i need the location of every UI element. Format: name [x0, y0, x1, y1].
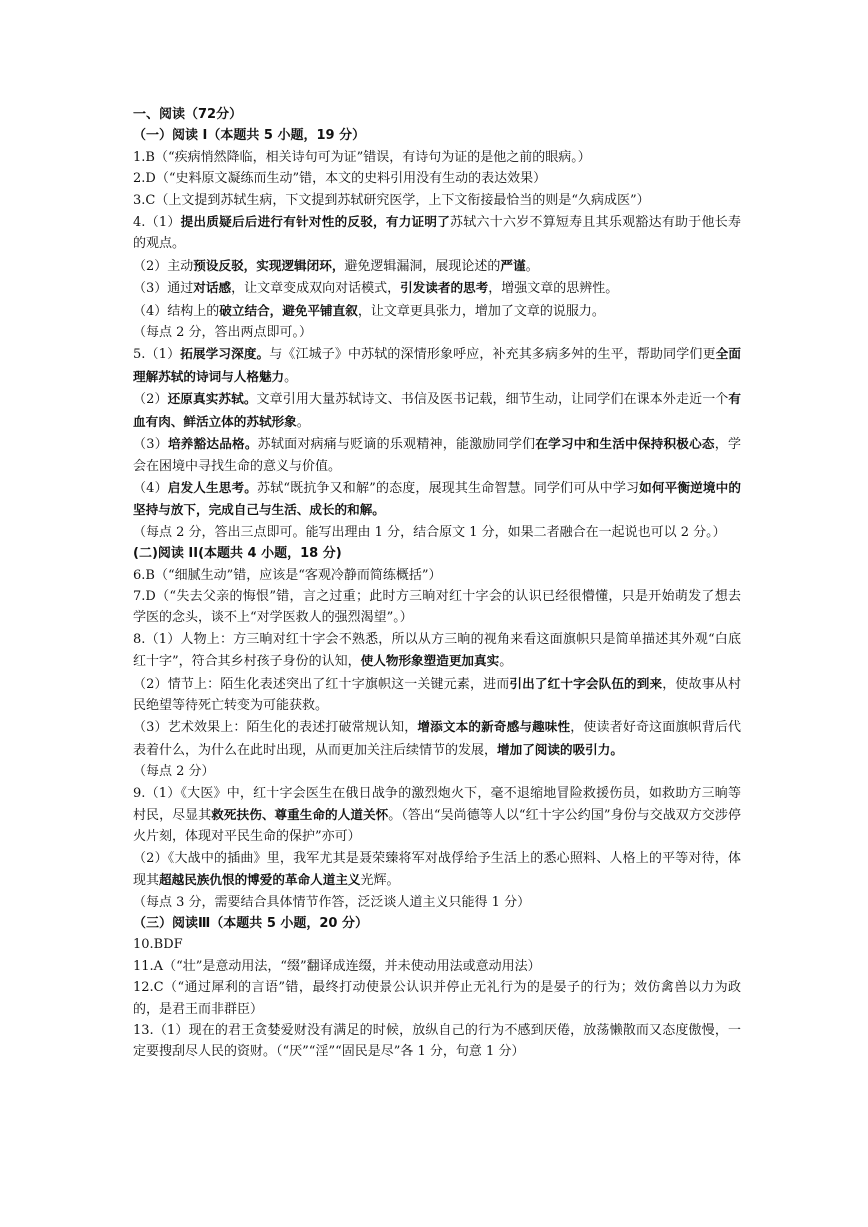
bold-text: 预设反驳，实现逻辑闭环， — [193, 257, 345, 273]
text: 4.（1） — [133, 215, 181, 231]
text: （3）艺术效果上：陌生化的表述打破常规认知， — [133, 720, 418, 736]
text: （3） — [133, 437, 168, 453]
text: （4）结构上的 — [133, 303, 220, 319]
bold-text: 增加了阅读的吸引力。 — [497, 741, 623, 757]
text: 。 — [499, 654, 513, 670]
answer-5-point-3 — [133, 433, 741, 477]
bold-text: 救死扶伤、尊重生命的人道关怀 — [211, 807, 389, 822]
text: （4） — [133, 480, 168, 496]
answer-4-point-1 — [133, 211, 741, 255]
bold-text: 引发读者的思考 — [400, 280, 489, 296]
answer-13: 13.（1）现在的君王贪婪爱财没有满足的时候，放纵自己的行为不感到厌倦，放荡懒散而又态度傲慢，一定要搜刮尽人民的资财。（“厌”“淫”“固民是尽”各 1 分，句意 1 分） — [133, 1023, 741, 1060]
text: 苏轼六十六岁不算短寿且其乐观豁达有助于他长寿的观点。 — [133, 215, 741, 252]
text: 苏轼面对病痛与贬谪的乐观精神，能激励同学们 — [257, 437, 536, 453]
bold-text: 严谨 — [500, 257, 526, 273]
text: （2）情节上：陌生化表述突出了红十字旗帜这一关键元素，进而 — [133, 676, 510, 692]
text: （2）《大战中的插曲》里，我军尤其是聂荣臻将军对战俘给予生活上的悉心照料、人格上的平等对待，体现其 — [133, 850, 741, 889]
text: ，学会在困境中寻找生命的意义与价值。 — [133, 437, 741, 474]
answer-8-point-2 — [133, 673, 741, 717]
answer-1: 1.B（“疾病悄然降临，相关诗句可为证”错误，有诗句为证的是他之前的眼病。） — [133, 149, 591, 165]
part2-title: (二)阅读 II(本题共 4 小题，18 分) — [133, 546, 342, 562]
answer-8-note: （每点 2 分） — [133, 764, 215, 780]
bold-text: 还原真实苏轼。 — [167, 391, 257, 407]
text: （2）主动 — [133, 258, 194, 274]
answer-10: 10.BDF — [133, 937, 183, 953]
text: ，让文章变成双向对话模式， — [231, 281, 401, 297]
bold-text: 全面理解苏轼的诗词与人格魅力 — [133, 346, 741, 384]
answer-5-note: （每点 2 分，答出三点即可。能写出理由 1 分，结合原文 1 分，如果二者融合在一起说也可以 2 分。） — [133, 524, 726, 540]
answer-12: 12.C（“通过犀利的言语”错，最终打动使景公认识并停止无礼行为的是晏子的行为；效仿禽兽以力为政的，是君王而非群臣） — [133, 980, 741, 1017]
text: 与《江城子》中苏轼的深情形象呼应，补充其多病多舛的生平，帮助同学们更 — [269, 347, 716, 363]
text: （2） — [133, 392, 168, 408]
text: ，增强文章的思辨性。 — [488, 281, 619, 297]
text: 避免逻辑漏洞，展现论述的 — [344, 258, 501, 274]
text: 8.（1）人物上：方三晌对红十字会不熟悉，所以从方三晌的视角来看这面旗帜只是简单描述其外观“白底红十字”，符合其乡村孩子身份的认知， — [133, 631, 741, 670]
bold-text: 如何平衡逆境中的坚持与放下，完成自己与生活、成长的和解。 — [133, 479, 741, 518]
bold-text: 引出了红十字会队伍的到来 — [509, 675, 663, 691]
answer-3: 3.C（上文提到苏轼生病，下文提到苏轼研究医学，上下文衔接最恰当的则是“久病成医”） — [133, 192, 650, 208]
part1-title: （一）阅读 I（本题共 5 小题，19 分） — [133, 128, 366, 144]
part3-title: （三）阅读Ⅲ（本题共 5 小题，20 分） — [133, 916, 369, 932]
answer-5-point-2 — [133, 388, 741, 433]
answer-5-point-4 — [133, 477, 741, 522]
text: ，使故事从村民绝望等待死亡转变为可能获救。 — [133, 676, 741, 713]
bold-text: 拓展学习深度。 — [180, 346, 270, 362]
text: （3）通过 — [133, 281, 194, 297]
answer-6: 6.B（“细腻生动”错，应该是“客观冷静而简练概括”） — [133, 567, 442, 583]
answer-11: 11.A（“壮”是意动用法，“缀”翻译成连缀，并未使动用法或意动用法） — [133, 958, 541, 974]
text: 。 — [284, 369, 298, 385]
text: 9.（1）《大医》中，红十字会医生在俄日战争的激烈炮火下，毫不退缩地冒险救援伤员，如救助方三晌等村民，尽显其 — [133, 785, 741, 823]
answer-4-point-3 — [133, 277, 741, 299]
answer-document — [133, 104, 741, 1063]
answer-7: 7.D（“失去父亲的悔恨”错，言之过重；此时方三晌对红十字会的认识已经很懵懂，只是开始萌发了想去学医的念头，谈不上“对学医救人的强烈渴望”。） — [133, 588, 741, 626]
text: ，让文章更具张力，增加了文章的说服力。 — [357, 303, 605, 319]
answer-9-point-1 — [133, 783, 741, 848]
text: 苏轼“既抗争又和解”的态度，展现其生命智慧。同学们可从中学习 — [257, 480, 640, 496]
answer-8-point-1 — [133, 629, 741, 673]
bold-text: 对话感 — [193, 280, 232, 296]
answer-9-point-2 — [133, 848, 741, 892]
text: 。（答出“吴尚德等人以“红十字公约国”身份与交战双方交涉停火片刻，体现对平民生命的保护”亦可） — [133, 808, 741, 845]
section-title: 一、阅读（72分） — [133, 107, 243, 122]
bold-text: 破立结合，避免平铺直叙 — [219, 302, 358, 318]
answer-8-point-3 — [133, 716, 741, 761]
bold-text: 启发人生思考。 — [167, 479, 258, 495]
text: 文章引用大量苏轼诗文、书信及医书记载，细节生动，让同学们在课本外走近一个 — [256, 392, 729, 408]
answer-5-point-1 — [133, 343, 741, 388]
bold-text: 使人物形象塑造更加真实 — [360, 653, 500, 669]
bold-text: 增添文本的新奇感与趣味性 — [417, 719, 571, 735]
answer-4-note: （每点 2 分，答出两点即可。） — [133, 325, 313, 341]
text: 5.（1） — [133, 347, 181, 363]
bold-text: 超越民族仇恨的博爱的革命人道主义 — [159, 872, 361, 888]
text: 。 — [525, 258, 539, 274]
answer-2: 2.D（“史料原文凝练而生动”错，本文的史料引用没有生动的表达效果） — [133, 171, 547, 187]
answer-4-point-2 — [133, 255, 741, 277]
answer-9-note: （每点 3 分，需要结合具体情节作答，泛泛谈人道主义只能得 1 分） — [133, 894, 531, 910]
text: 。 — [296, 414, 310, 430]
answer-4-point-4 — [133, 300, 741, 322]
bold-text: 有血有肉、鲜活立体的苏轼形象 — [133, 391, 741, 429]
text: 光辉。 — [360, 873, 400, 889]
bold-text: 在学习中和生活中保持积极心态 — [535, 436, 715, 452]
bold-text: 培养豁达品格。 — [167, 436, 258, 452]
text: ，使读者好奇这面旗帜背后代表着什么，为什么在此时出现，从而更加关注后续情节的发展， — [133, 720, 741, 758]
bold-text: 提出质疑后后进行有针对性的反驳，有力证明了 — [180, 214, 451, 230]
